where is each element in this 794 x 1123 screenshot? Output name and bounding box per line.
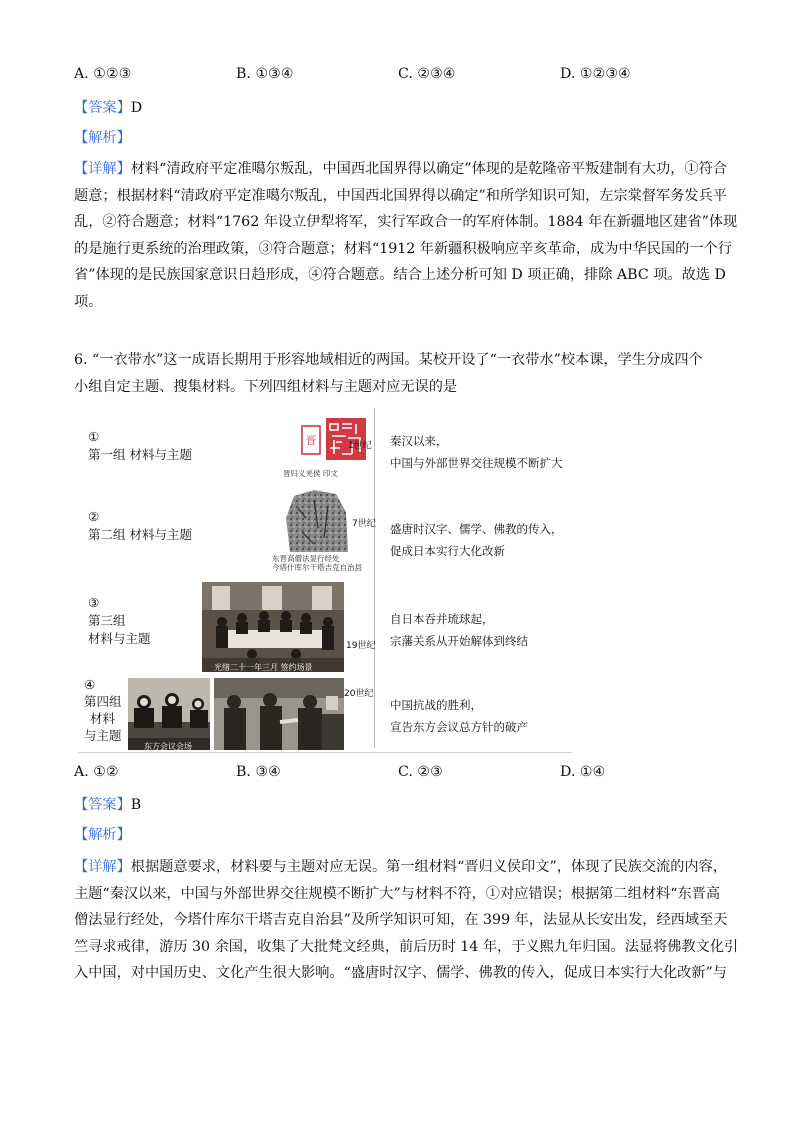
q6-stem-line: 小组自定主题、搜集材料。下列四组材料与主题对应无误的是 [74,378,458,395]
q6-stem-line: 6. “一衣带水”这一成语长期用于形容地域相近的两国。某校开设了“一衣带水”校本课，学生分成四个 [74,352,703,368]
group-3-caption: 光绪二十一年三月 签约场景 [214,663,313,672]
q6-figure [78,408,578,758]
group-2-theme: 盛唐时汉字、儒学、佛教的传入， 促成日本实行大化改新 [390,522,563,558]
group-3-century: 19世纪 [346,641,376,651]
group-4-century: 20世纪 [344,689,374,699]
q5-option-a: A. ①②③ [74,66,132,82]
q5-detail-line: 题意；根据材料“清政府平定准噶尔叛乱，中国西北国界得以确定”和所学知识可知，左宗棠督军务发兵平 [74,187,727,204]
q6-option-d: D. ①④ [560,764,606,780]
q5-option-d: D. ①②③④ [560,66,631,82]
rock-inscription-image [284,488,350,554]
q5-options [74,66,714,86]
q5-detail-line: 【详解】材料“清政府平定准噶尔叛乱，中国西北国界得以确定”体现的是乾隆帝平叛建制有大功，①符合 [74,161,727,177]
timeline-axis [374,408,375,748]
group-4-label: ④ 第四组 材料 与主题 [84,677,122,743]
group-4-caption: 东方会议会场 [144,742,192,751]
q5-analysis-label: 【解析】 [74,130,131,146]
q6-detail-line: 入中国，对中国历史、文化产生很大影响。“盛唐时汉字、儒学、佛教的传入，促成日本实行大化改新”与 [74,965,727,981]
q6-detail-line: 主题“秦汉以来，中国与外部世界交往规模不断扩大”与材料不符，①对应错误；根据第二组材料“东晋高 [74,885,721,902]
q5-detail-line: 的是施行更系统的治理政策，③符合题意；材料“1912 年新疆积极响应辛亥革命，成为中华民国的一个行 [74,240,732,257]
q5-detail-line: 乱，②符合题意；材料“1762 年设立伊犁将军，实行军政合一的军府体制。1884 年在新疆地区建省”体现 [74,214,738,230]
group-1-label: ① 第一组 材料与主题 [88,429,192,462]
q5-option-c: C. ②③④ [398,66,456,82]
figure-bottom-rule [78,752,572,753]
q6-detail [74,854,739,987]
group-3-theme: 自日本吞并琉球起， 宗藩关系从开始解体到终结 [390,612,528,648]
group-1-theme: 秦汉以来， 中国与外部世界交往规模不断扩大 [390,434,563,470]
q6-detail-line: 竺寻求戒律，游历 30 余国，收集了大批梵文经典，前后历时 14 年，于义熙九年归国。法显将佛教文化引 [74,938,739,955]
q6-answer-label: 【答案】 [74,797,131,813]
q6-options [74,764,714,784]
eastern-conference-photo [128,678,210,750]
q5-detail-line: 项。 [74,293,103,310]
q6-detail-line: 【详解】根据题意要求，材料要与主题对应无误。第一组材料“晋归义侯印文”，体现了民族交流的内容， [74,859,727,875]
q5-answer-value: D [130,100,143,116]
q6-option-b: B. ③④ [236,764,281,780]
svg-text:晋: 晋 [305,434,317,447]
q6-stem [74,347,722,400]
group-2-century: 7世纪 [352,519,376,529]
group-1-caption: 晋归义羌侯 印文 [283,469,338,478]
q5-answer-label: 【答案】 [74,100,131,116]
q6-option-c: C. ②③ [398,764,443,780]
q5-detail [74,156,738,315]
surrender-ceremony-photo [214,678,344,750]
q5-option-b: B. ①③④ [236,66,294,82]
q6-analysis-label: 【解析】 [74,827,131,843]
group-3-label: ③ 第三组 材料与主题 [88,595,151,646]
q6-option-a: A. ①② [74,764,119,780]
signing-scene-photo [202,582,344,672]
q6-answer [74,795,141,815]
group-1-century: 1世纪 [348,441,372,451]
q5-answer [74,98,142,118]
q6-detail-line: 僧法显行经处，今塔什库尔干塔吉克自治县”及所学知识可知，在 399 年，法显从长安出发，经西域至天 [74,912,728,928]
q5-detail-line: 省”体现的是民族国家意识日趋形成，④符合题意。结合上述分析可知 D 项正确，排除 ABC 项。故选 D [74,267,726,283]
group-2-caption: 东晋高僧法显行经处 今塔什库尔干塔吉克自治县 [272,554,362,572]
group-4-theme: 中国抗战的胜利， 宣告东方会议总方针的破产 [390,698,528,734]
q6-answer-value: B [130,797,142,813]
group-2-label: ② 第二组 材料与主题 [88,509,192,542]
